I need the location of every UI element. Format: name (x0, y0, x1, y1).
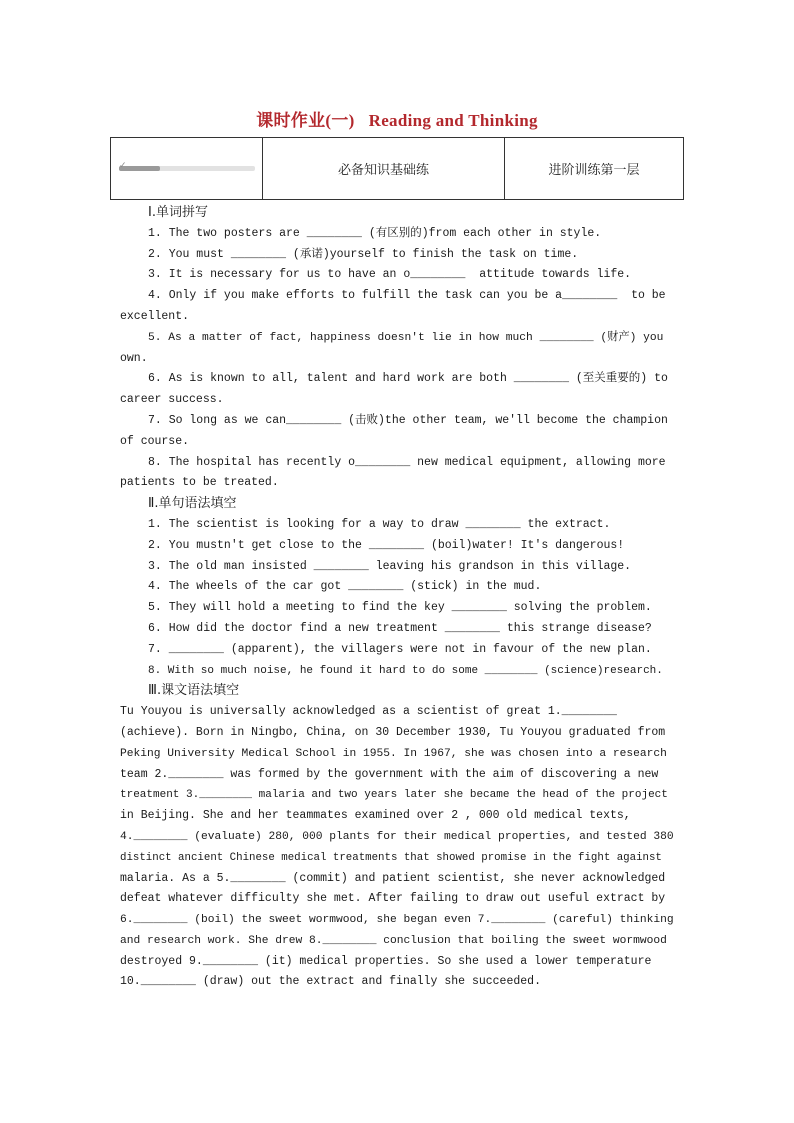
section-heading: Ⅱ.单句语法填空 (148, 496, 237, 512)
progress-bar (119, 161, 255, 171)
exercise-line: patients to be treated. (120, 476, 279, 490)
title-en: Reading and Thinking (368, 111, 538, 130)
exercise-line: 4. The wheels of the car got ________ (stick) in the mud. (148, 580, 542, 594)
passage-line: and research work. She drew 8.________ conclusion that boiling the sweet wormwood (120, 934, 667, 947)
passage-line: Tu Youyou is universally acknowledged as a scientist of great 1.________ (120, 705, 617, 719)
exercise-line: 3. The old man insisted ________ leaving his grandson in this village. (148, 559, 632, 573)
exercise-line: of course. (120, 434, 190, 448)
exercise-line: 4. Only if you make efforts to fulfill the task can you be a________ to be (148, 289, 666, 303)
exercise-line: 8. With so much noise, he found it hard to do some ________ (science)research. (148, 664, 663, 677)
exercise-line: 2. You mustn't get close to the ________ (boil)water! It's dangerous! (148, 538, 625, 552)
exercise-line: 6. As is known to all, talent and hard work are both ________ (至关重要的) to (148, 372, 668, 386)
passage-line: treatment 3.________ malaria and two years later she became the head of the project (120, 789, 668, 802)
page-title (0, 106, 794, 131)
exercise-line: 3. It is necessary for us to have an o________ attitude towards life. (148, 268, 632, 282)
passage-line: destroyed 9.________ (it) medical properties. So she used a lower temperature (120, 954, 652, 968)
header-box (110, 137, 684, 200)
exercise-line: 7. ________ (apparent), the villagers were not in favour of the new plan. (148, 642, 652, 656)
passage-line: distinct ancient Chinese medical treatments that showed promise in the fight against (120, 851, 662, 864)
passage-line: defeat whatever difficulty she met. After failing to draw out useful extract by (120, 892, 666, 906)
exercise-line: excellent. (120, 309, 190, 323)
progress-cell (111, 138, 263, 199)
passage-line: (achieve). Born in Ningbo, China, on 30 December 1930, Tu Youyou graduated from (120, 725, 666, 739)
exercise-line: 5. They will hold a meeting to find the key ________ solving the problem. (148, 601, 652, 615)
passage-line: Peking University Medical School in 1955. In 1967, she was chosen into a research (120, 747, 667, 760)
passage-line: 6.________ (boil) the sweet wormwood, she began even 7.________ (careful) thinking (120, 914, 674, 927)
exercise-line: career success. (120, 393, 224, 407)
exercise-line: 1. The scientist is looking for a way to draw ________ the extract. (148, 517, 611, 531)
level-label-advanced: 进阶训练第一层 (548, 163, 640, 178)
exercise-line: 1. The two posters are ________ (有区别的)from each other in style. (148, 226, 602, 240)
exercise-line: 8. The hospital has recently o________ new medical equipment, allowing more (148, 455, 666, 469)
passage-line: 4.________ (evaluate) 280, 000 plants for their medical properties, and tested 380 (120, 830, 674, 843)
exercise-line: own. (120, 351, 148, 365)
passage-line: in Beijing. She and her teammates examined over 2 , 000 old medical texts, (120, 809, 631, 823)
exercise-line: 5. As a matter of fact, happiness doesn't lie in how much ________ (财产) you (148, 331, 664, 344)
passage-line: 10.________ (draw) out the extract and finally she succeeded. (120, 975, 541, 989)
check-icon: ✓ (119, 161, 127, 171)
level-label-basic: 必备知识基础练 (263, 138, 505, 199)
section-heading: Ⅰ.单词拼写 (148, 205, 208, 220)
exercise-line: 2. You must ________ (承诺)yourself to finish the task on time. (148, 247, 579, 261)
passage-line: team 2.________ was formed by the government with the aim of discovering a new (120, 767, 659, 781)
section-heading: Ⅲ.课文语法填空 (148, 683, 240, 699)
title-cn: 课时作业(一) (256, 111, 355, 130)
exercise-line: 6. How did the doctor find a new treatment ________ this strange disease? (148, 621, 652, 635)
passage-line: malaria. As a 5.________ (commit) and patient scientist, she never acknowledged (120, 871, 666, 885)
exercise-content (120, 203, 674, 993)
exercise-line: 7. So long as we can________ (击败)the other team, we'll become the champion (148, 413, 668, 427)
